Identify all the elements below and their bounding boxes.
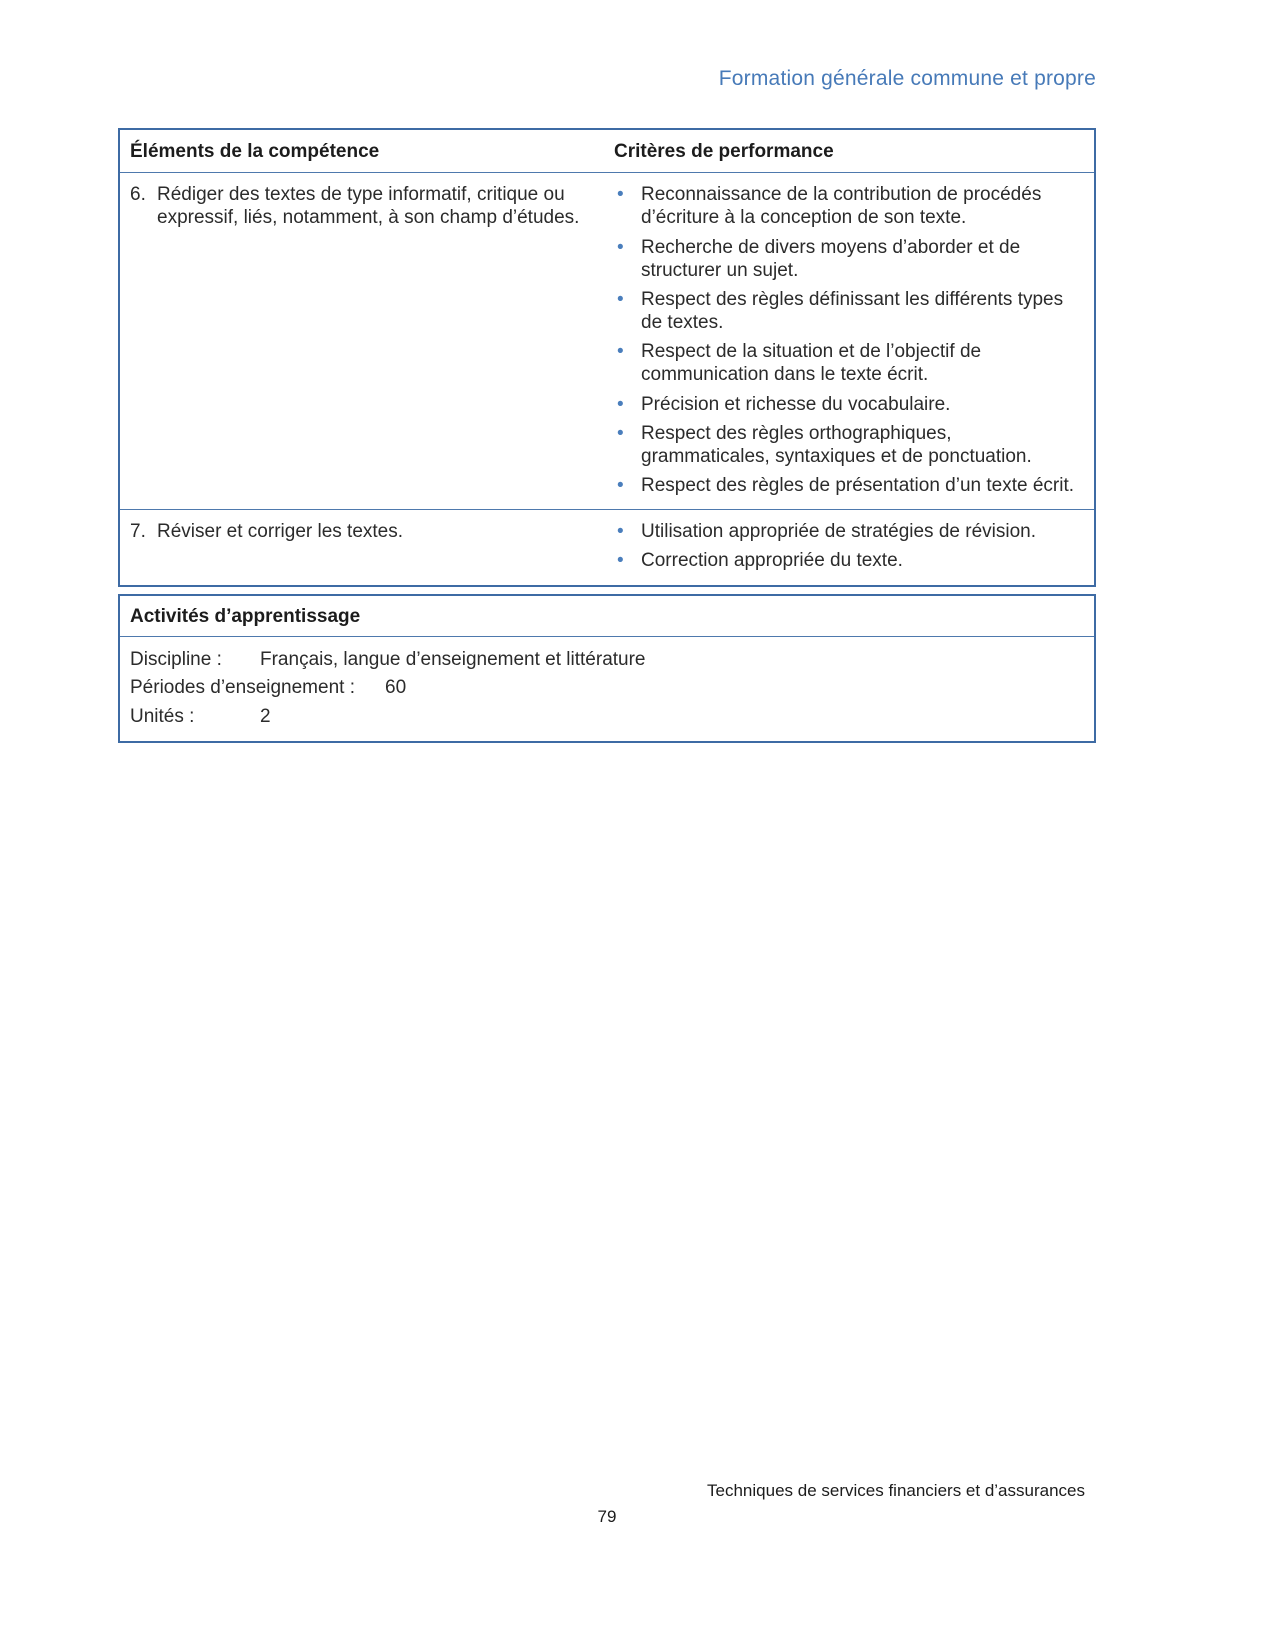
criterion-text: Recherche de divers moyens d’aborder et de structurer un sujet. bbox=[641, 236, 1021, 281]
criterion-item bbox=[614, 422, 1082, 468]
table-row-element-7 bbox=[120, 509, 1094, 584]
bullet-icon: • bbox=[617, 521, 624, 543]
criterion-item bbox=[614, 474, 1082, 497]
criterion-item bbox=[614, 183, 1082, 229]
bullet-icon: • bbox=[617, 422, 624, 444]
page-number: 79 bbox=[597, 1507, 617, 1526]
table-header-row bbox=[120, 130, 1094, 172]
element-text: Rédiger des textes de type informatif, critique ou expressif, liés, notamment, à son champ d’études. bbox=[157, 184, 580, 229]
field-label: Périodes d’enseignement : bbox=[130, 677, 355, 699]
activities-title: Activités d’apprentissage bbox=[120, 596, 1094, 637]
bullet-icon: • bbox=[617, 288, 624, 310]
element-cell bbox=[120, 510, 608, 584]
criterion-text: Utilisation appropriée de stratégies de révision. bbox=[641, 521, 1036, 543]
element-cell bbox=[120, 173, 608, 509]
criterion-item bbox=[614, 393, 1082, 416]
field-label: Unités : bbox=[130, 705, 195, 727]
activities-table bbox=[118, 594, 1096, 743]
criterion-item bbox=[614, 549, 1082, 572]
field-value: 60 bbox=[385, 677, 407, 699]
element-number: 6. bbox=[130, 184, 146, 206]
bullet-icon: • bbox=[617, 236, 624, 258]
field-value: 2 bbox=[260, 705, 271, 727]
bullet-icon: • bbox=[617, 341, 624, 363]
footer-program-name: Techniques de services financiers et d’assurances bbox=[707, 1481, 1085, 1500]
criterion-text: Respect des règles orthographiques, grammaticales, syntaxiques et de ponctuation. bbox=[641, 422, 1032, 467]
bullet-icon: • bbox=[617, 184, 624, 206]
table-row-element-6 bbox=[120, 172, 1094, 509]
activities-field-periodes bbox=[130, 676, 1084, 699]
activities-body bbox=[120, 637, 1094, 741]
criteria-cell bbox=[608, 173, 1094, 509]
criterion-item bbox=[614, 520, 1082, 543]
criterion-text: Reconnaissance de la contribution de procédés d’écriture à la conception de son texte. bbox=[641, 184, 1042, 229]
competence-table bbox=[118, 128, 1096, 587]
criterion-item bbox=[614, 236, 1082, 282]
criterion-text: Correction appropriée du texte. bbox=[641, 550, 903, 572]
activities-field-discipline bbox=[130, 648, 1084, 671]
field-label: Discipline : bbox=[130, 649, 222, 671]
criterion-item bbox=[614, 340, 1082, 386]
element-number: 7. bbox=[130, 521, 146, 543]
bullet-icon: • bbox=[617, 550, 624, 572]
criteria-cell bbox=[608, 510, 1094, 584]
bullet-icon: • bbox=[617, 475, 624, 497]
activities-field-unites bbox=[130, 705, 1084, 728]
criterion-text: Respect de la situation et de l’objectif de communication dans le texte écrit. bbox=[641, 341, 982, 386]
criterion-text: Respect des règles définissant les différents types de textes. bbox=[641, 288, 1064, 334]
bullet-icon: • bbox=[617, 393, 624, 415]
criterion-text: Respect des règles de présentation d’un texte écrit. bbox=[641, 475, 1075, 497]
criterion-text: Précision et richesse du vocabulaire. bbox=[641, 393, 951, 415]
element-text: Réviser et corriger les textes. bbox=[157, 521, 404, 543]
section-title: Formation générale commune et propre bbox=[718, 67, 1096, 90]
field-value: Français, langue d’enseignement et littérature bbox=[260, 649, 646, 671]
column-header-elements: Éléments de la compétence bbox=[130, 141, 380, 162]
column-header-criteria: Critères de performance bbox=[614, 141, 834, 162]
criterion-item bbox=[614, 288, 1082, 334]
